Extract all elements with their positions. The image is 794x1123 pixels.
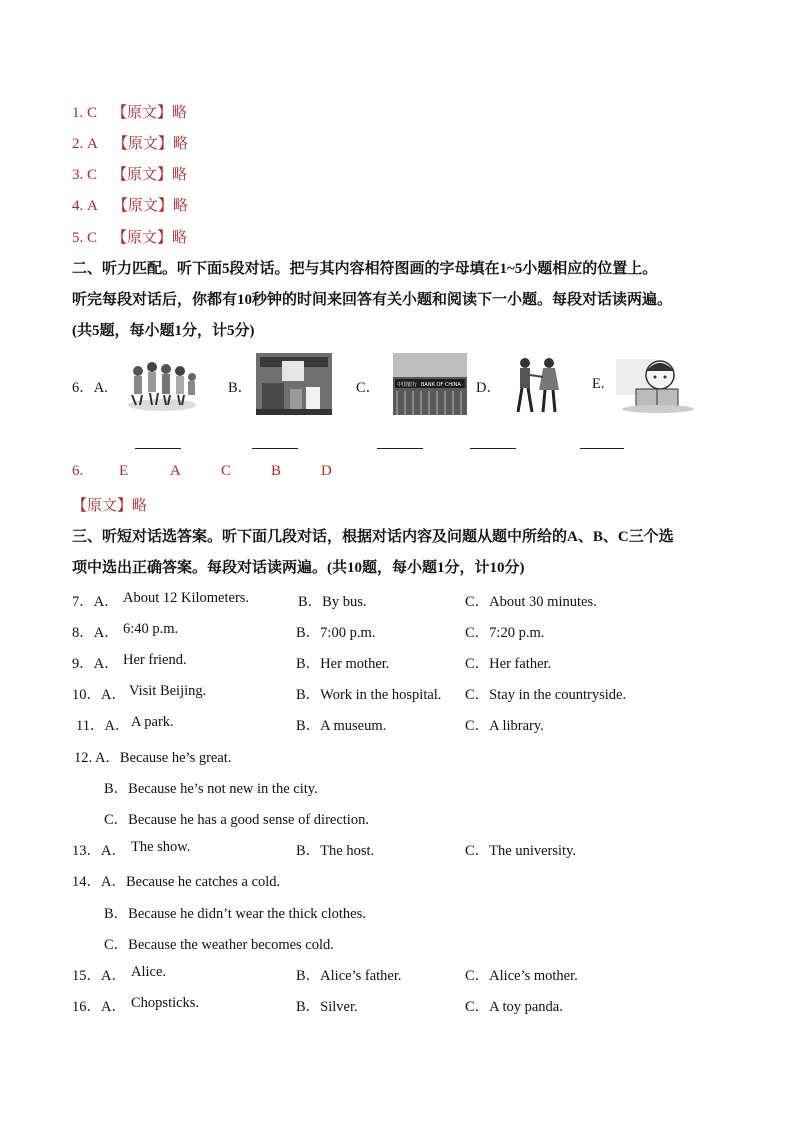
q15-option-a[interactable]: Alice. (131, 964, 167, 980)
q15-option-c[interactable]: C．Alice’s mother. (465, 968, 578, 984)
q6-answer-4: B (271, 463, 282, 479)
answer-blank-c[interactable] (377, 448, 423, 449)
q10-option-a[interactable]: Visit Beijing. (129, 683, 207, 699)
q6-answer-5: D (321, 463, 332, 479)
picture-b-shop-counter (256, 353, 332, 415)
q12-option-b[interactable]: B．Because he’s not new in the city. (104, 781, 318, 797)
q14-option-c[interactable]: C．Because the weather becomes cold. (104, 937, 334, 953)
section2-heading-1: 二、听力匹配。听下面5段对话。把与其内容相符图画的字母填在1~5小题相应的位置上。 (72, 261, 658, 277)
q15-option-b[interactable]: B．Alice’s father. (296, 968, 402, 984)
q15-number: 15．A． (72, 968, 126, 984)
answer-blank-d[interactable] (470, 448, 516, 449)
q6-label-a: 6．A. (72, 380, 108, 396)
q16-option-c[interactable]: C．A toy panda. (465, 999, 563, 1015)
answer-num: 1. (72, 105, 84, 121)
q16-option-a[interactable]: Chopsticks. (131, 995, 200, 1011)
q7-option-a[interactable]: About 12 Kilometers. (123, 590, 250, 606)
q11-number: 11．A． (76, 718, 130, 734)
q11-option-c[interactable]: C．A library. (465, 718, 544, 734)
answer-blank-e[interactable] (580, 448, 624, 449)
answer-letter: C (87, 167, 98, 183)
q12-option-c[interactable]: C．Because he has a good sense of direction. (104, 812, 369, 828)
answer-num: 3. (72, 167, 84, 183)
q10-option-c[interactable]: C．Stay in the countryside. (465, 687, 627, 703)
section3-heading-1: 三、听短对话选答案。听下面几段对话，根据对话内容及问题从题中所给的A、B、C三个选 (72, 529, 674, 545)
q16-number: 16．A． (72, 999, 126, 1015)
q13-option-b[interactable]: B．The host. (296, 843, 375, 859)
q10-number: 10．A． (72, 687, 126, 703)
q6-label-d: D． (476, 380, 501, 396)
q6-answer-3: C (221, 463, 232, 479)
section3-heading-2: 项中选出正确答案。每段对话读两遍。(共10题，每小题1分，计10分) (72, 560, 525, 576)
q6-original-tag: 【原文】略 (72, 498, 148, 514)
bank-sign-cn: 中国银行 (397, 382, 418, 388)
answer-2 (72, 132, 188, 153)
q13-option-c[interactable]: C．The university. (465, 843, 577, 859)
q9-number: 9．A． (72, 656, 119, 672)
answer-blank-a[interactable] (135, 448, 181, 449)
original-tag: 【原文】略 (112, 198, 188, 214)
q6-answer-num: 6. (72, 463, 84, 479)
q8-option-c[interactable]: C．7:20 p.m. (465, 625, 545, 641)
q7-number: 7．A． (72, 594, 119, 610)
q11-option-b[interactable]: B．A museum. (296, 718, 387, 734)
answer-letter: C (87, 230, 98, 246)
section2-heading-2: 听完每段对话后，你都有10秒钟的时间来回答有关小题和阅读下一小题。每段对话读两遍。 (72, 292, 673, 308)
q13-option-a[interactable]: The show. (131, 839, 191, 855)
picture-a-group-of-kids (124, 353, 200, 415)
q9-option-b[interactable]: B．Her mother. (296, 656, 390, 672)
q9-option-c[interactable]: C．Her father. (465, 656, 552, 672)
answer-4 (72, 194, 188, 215)
q13-number: 13．A． (72, 843, 126, 859)
original-tag: 【原文】略 (112, 105, 188, 121)
q12-option-a[interactable]: 12. A．Because he’s great. (74, 750, 232, 766)
answer-num: 2. (72, 136, 84, 152)
q6-answer-2: A (170, 463, 181, 479)
answer-letter: C (87, 105, 98, 121)
bank-sign: BANK OF CHINA (421, 382, 461, 388)
q14-option-b[interactable]: B．Because he didn’t wear the thick clothes. (104, 906, 366, 922)
answer-1 (72, 101, 187, 122)
q14-option-a[interactable]: 14．A．Because he catches a cold. (72, 874, 281, 890)
original-tag: 【原文】略 (112, 136, 188, 152)
q6-answer-1: E (119, 463, 129, 479)
q9-option-a[interactable]: Her friend. (123, 652, 187, 668)
q10-option-b[interactable]: B．Work in the hospital. (296, 687, 442, 703)
q16-option-b[interactable]: B．Silver. (296, 999, 358, 1015)
answer-letter: A (87, 198, 98, 214)
answer-num: 5. (72, 230, 84, 246)
answer-5 (72, 226, 187, 247)
answer-3 (72, 163, 187, 184)
q7-option-b[interactable]: B．By bus. (298, 594, 367, 610)
answer-blank-b[interactable] (252, 448, 298, 449)
answer-num: 4. (72, 198, 84, 214)
original-tag: 【原文】略 (112, 230, 188, 246)
answer-letter: A (87, 136, 98, 152)
q6-label-b: B． (228, 380, 253, 396)
picture-e-boy-reading (614, 353, 696, 415)
q8-option-b[interactable]: B．7:00 p.m. (296, 625, 376, 641)
q7-option-c[interactable]: C．About 30 minutes. (465, 594, 597, 610)
q11-option-a[interactable]: A park. (131, 714, 174, 730)
picture-c-bank-building (393, 353, 467, 415)
q8-option-a[interactable]: 6:40 p.m. (123, 621, 179, 637)
original-tag: 【原文】略 (112, 167, 188, 183)
picture-d-two-people-walking (505, 353, 569, 415)
q6-label-c: C． (356, 380, 381, 396)
q8-number: 8．A． (72, 625, 119, 641)
q6-label-e: E. (592, 376, 605, 392)
section2-heading-3: (共5题，每小题1分，计5分) (72, 323, 255, 339)
